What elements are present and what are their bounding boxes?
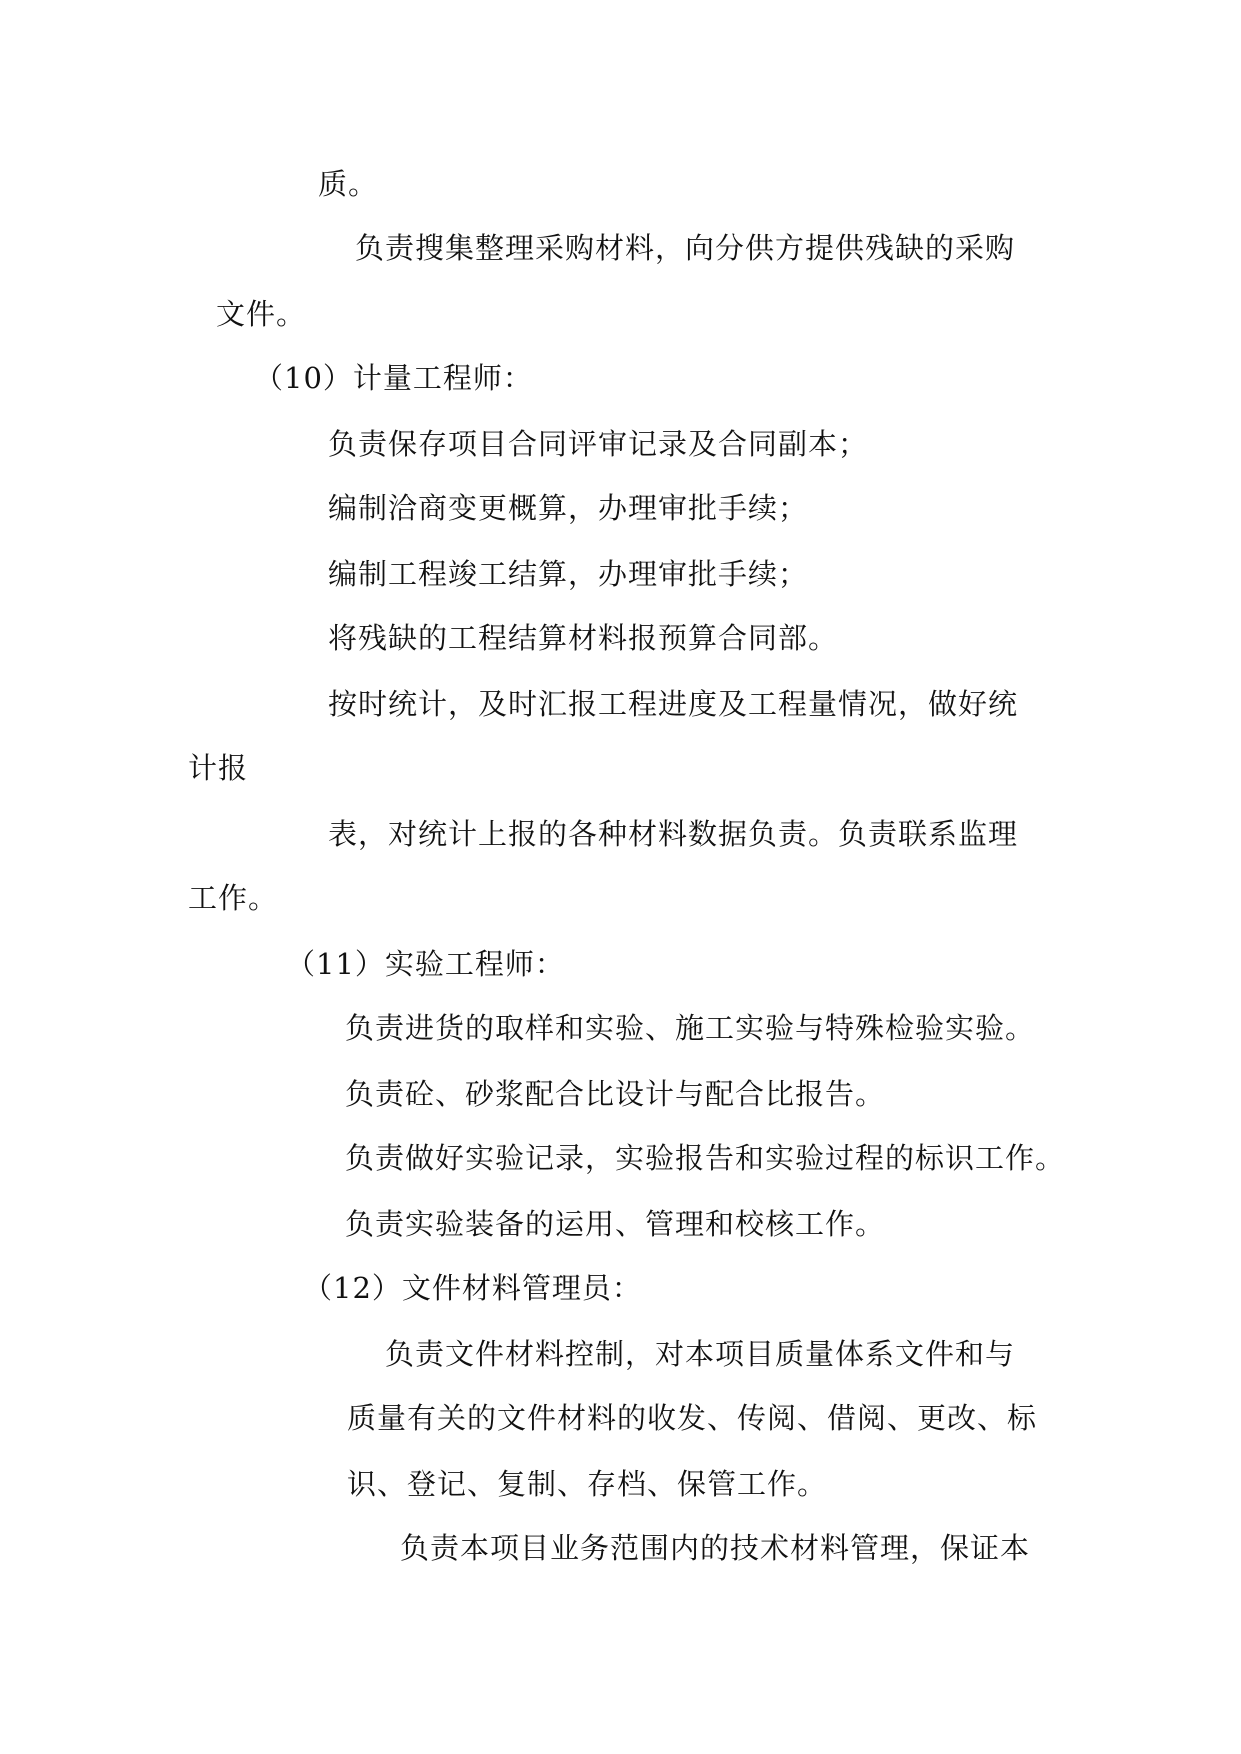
text-line: 负责本项目业务范围内的技术材料管理，保证本: [400, 1531, 1031, 1565]
text-line: 按时统计，及时汇报工程进度及工程量情况，做好统: [328, 687, 1019, 721]
section-heading-10: （10）计量工程师：: [254, 361, 533, 395]
section-heading-12: （12）文件材料管理员：: [303, 1271, 642, 1305]
text-line: 负责进货的取样和实验、施工实验与特殊检验实验。: [345, 1011, 1036, 1045]
text-line: 负责实验装备的运用、管理和校核工作。: [345, 1207, 886, 1241]
text-line: 负责砼、砂浆配合比设计与配合比报告。: [345, 1077, 886, 1111]
text-line: 负责文件材料控制，对本项目质量体系文件和与: [385, 1337, 1016, 1371]
text-line: 识、登记、复制、存档、保管工作。: [347, 1467, 828, 1501]
text-line: 计报: [188, 751, 249, 785]
text-line: 编制洽商变更概算，办理审批手续；: [328, 491, 809, 525]
text-line: 质。: [318, 167, 379, 201]
text-line: 负责做好实验记录，实验报告和实验过程的标识工作。: [345, 1141, 1066, 1175]
text-line: 表，对统计上报的各种材料数据负责。负责联系监理: [328, 817, 1019, 851]
text-line: 负责保存项目合同评审记录及合同副本；: [328, 427, 869, 461]
text-line: 工作。: [188, 881, 279, 915]
text-line: 文件。: [216, 297, 307, 331]
text-line: 编制工程竣工结算，办理审批手续；: [328, 557, 809, 591]
section-heading-11: （11）实验工程师：: [286, 947, 565, 981]
text-line: 质量有关的文件材料的收发、传阅、借阅、更改、标: [347, 1401, 1038, 1435]
text-line: 负责搜集整理采购材料，向分供方提供残缺的采购: [355, 231, 1016, 265]
text-line: 将残缺的工程结算材料报预算合同部。: [328, 621, 839, 655]
